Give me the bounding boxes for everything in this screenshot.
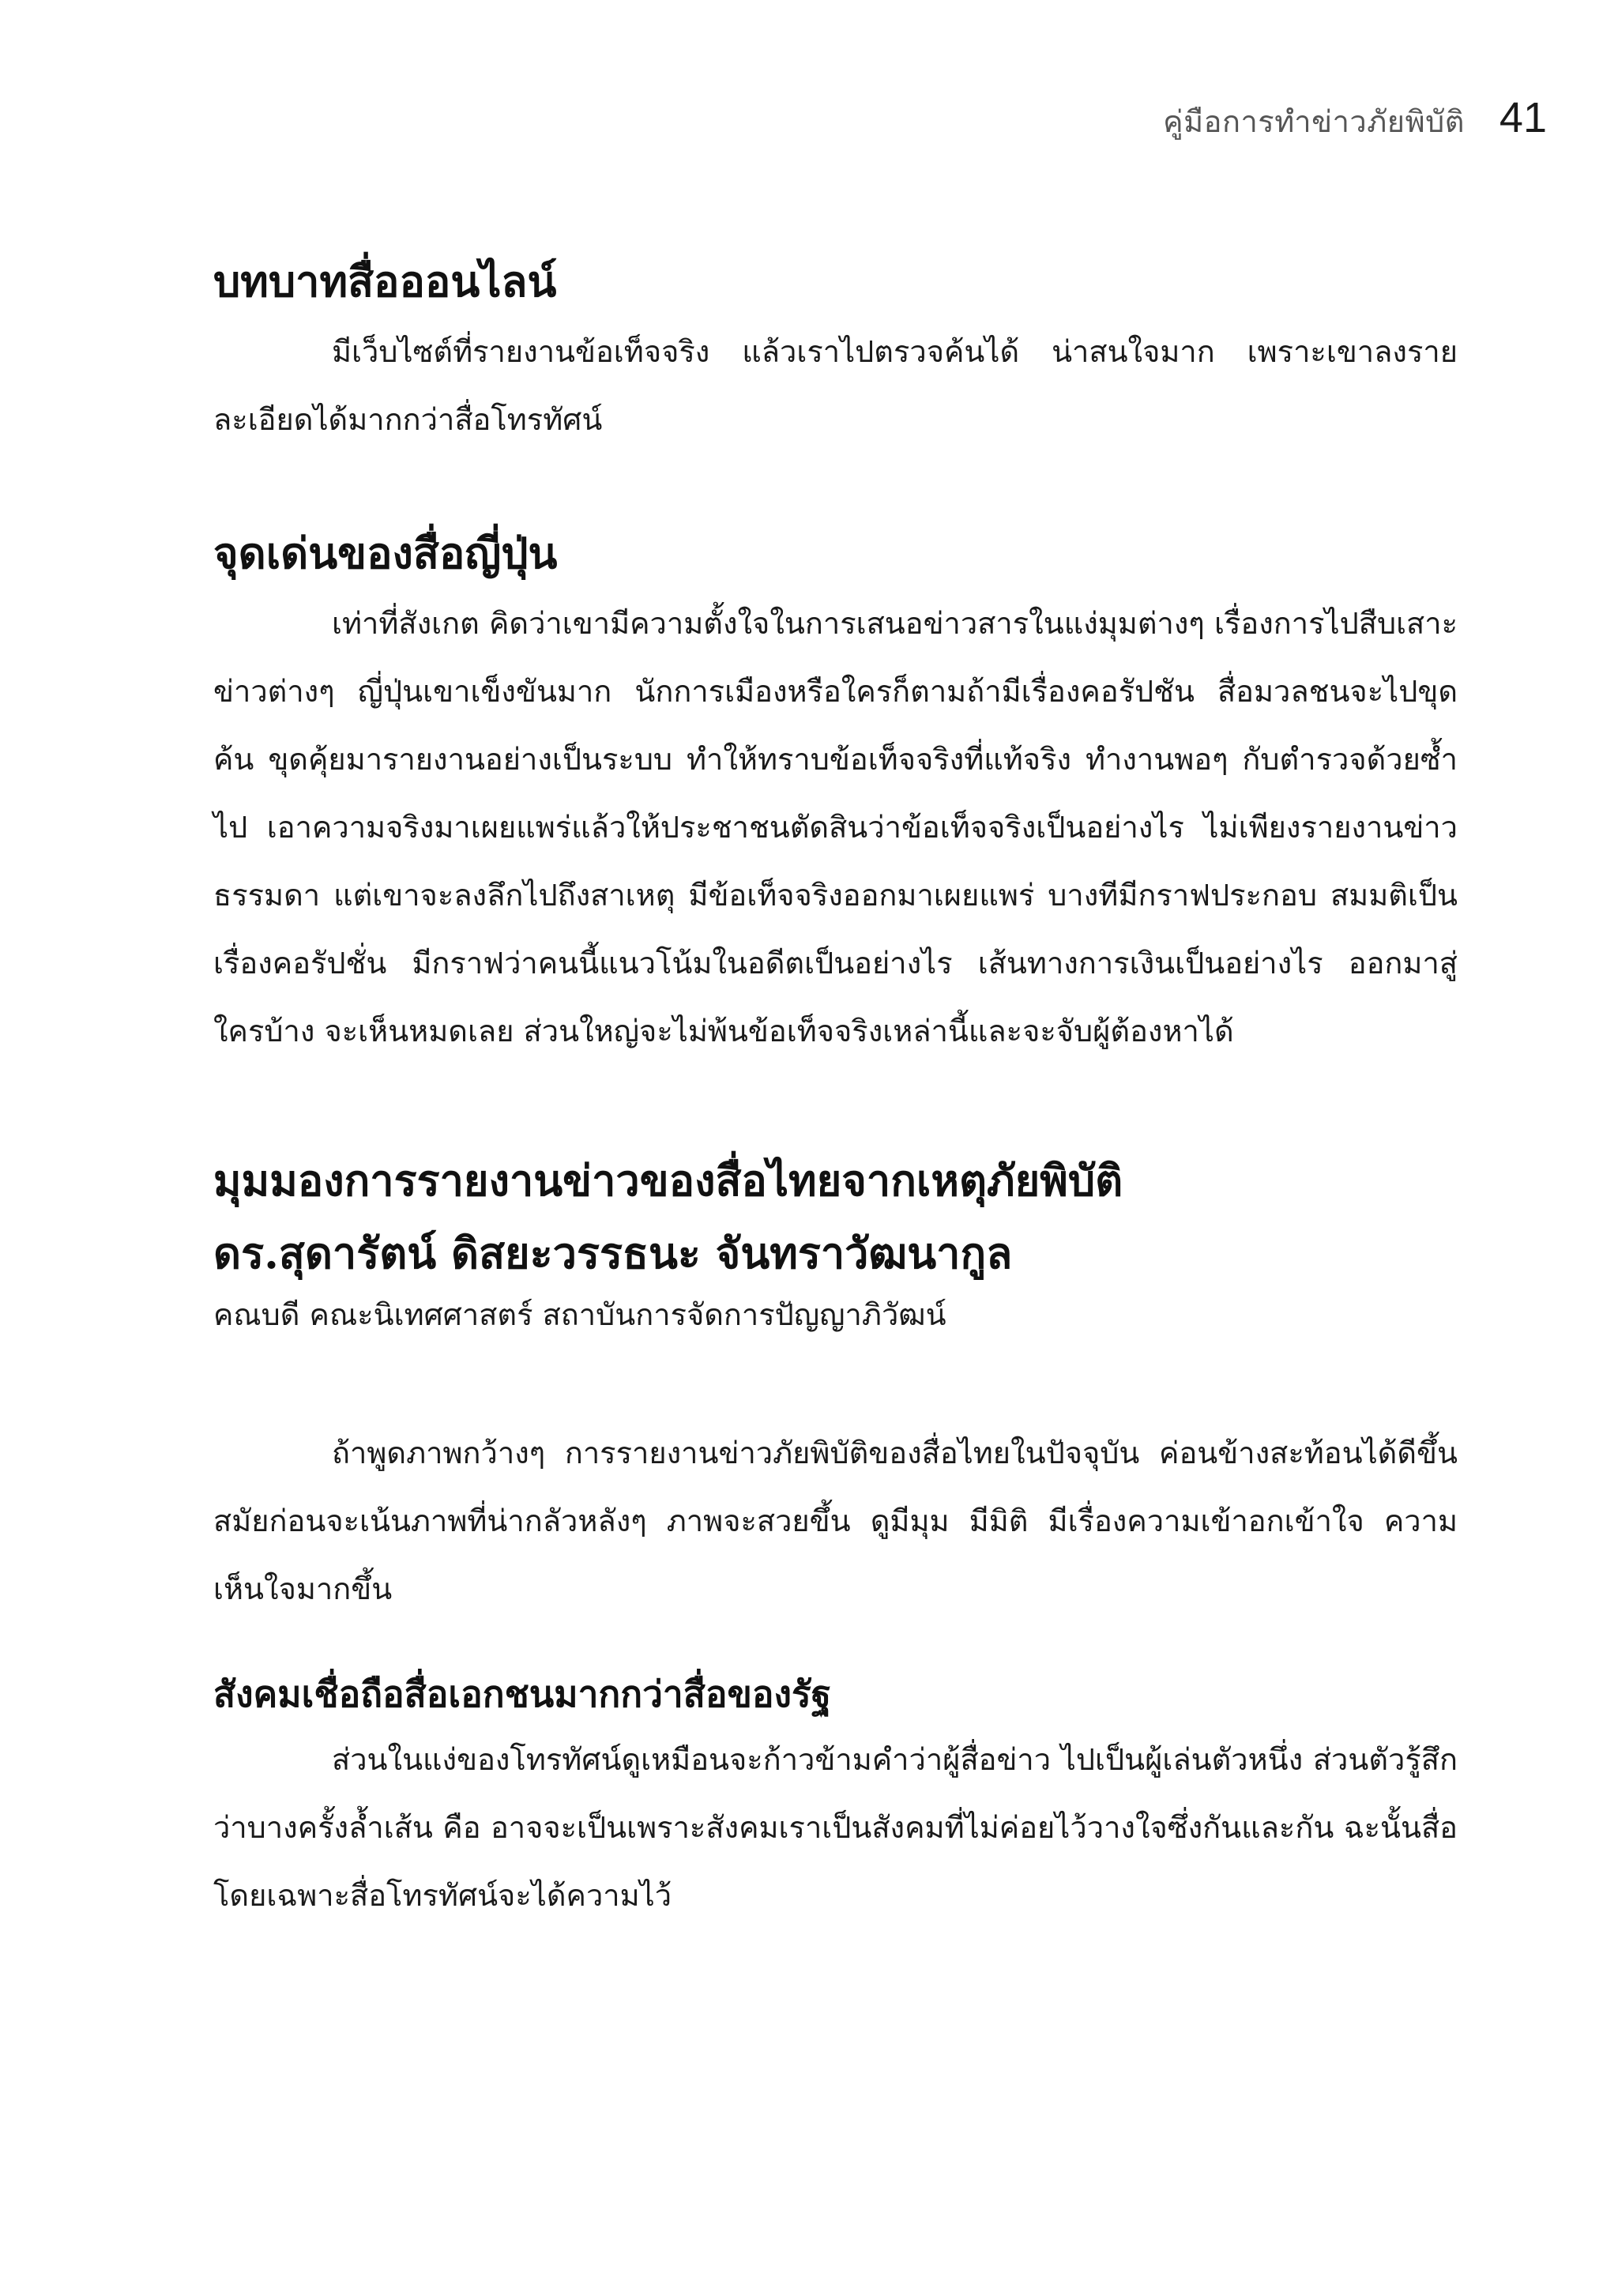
section-heading: บทบาทสื่อออนไลน์ <box>213 256 557 307</box>
running-header-title: คู่มือการทำข่าวภัยพิบัติ <box>1163 104 1465 139</box>
page-number: 41 <box>1499 94 1547 141</box>
article-title: มุมมองการรายงานข่าวของสื่อไทยจากเหตุภัยพิบัติ <box>213 1155 1123 1206</box>
section-japanese-media <box>213 517 1458 1065</box>
subsection-paragraph: ส่วนในแง่ของโทรทัศน์ดูเหมือนจะก้าวข้ามคำว่าผู้สื่อข่าว ไปเป็นผู้เล่นตัวหนึ่ง ส่วนตัวรู้สึกว่าบางครั้งล้ำเส้น คือ อาจจะเป็นเพราะสังคมเราเป็นสังคมที่ไม่ค่อยไว้วางใจซึ่งกันและกัน ฉะนั้นสื่อ โดยเฉพาะสื่อโทรทัศน์จะได้ความไว้ <box>213 1742 1458 1913</box>
article-thai-media-view <box>213 1144 1458 1929</box>
section-paragraph: มีเว็บไซต์ที่รายงานข้อเท็จจริง แล้วเราไปตรวจค้นได้ น่าสนใจมาก เพราะเขาลงรายละเอียดได้มากกว่าสื่อโทรทัศน์ <box>213 334 1458 437</box>
section-heading: จุดเด่นของสื่อญี่ปุ่น <box>213 528 558 578</box>
article-intro-paragraph: ถ้าพูดภาพกว้างๆ การรายงานข่าวภัยพิบัติของสื่อไทยในปัจจุบัน ค่อนข้างสะท้อนได้ดีขึ้น สมัยก่อนจะเน้นภาพที่น่ากลัวหลังๆ ภาพจะสวยขึ้น ดูมีมุม มีมิติ มีเรื่องความเข้าอกเข้าใจ ความเห็นใจมากขึ้น <box>213 1436 1458 1606</box>
running-header <box>1163 93 1547 145</box>
page-content <box>213 245 1458 1929</box>
article-author: ดร.สุดารัตน์ ดิสยะวรรธนะ จันทราวัฒนากูล <box>213 1228 1013 1278</box>
section-paragraph: เท่าที่สังเกต คิดว่าเขามีความตั้งใจในการเสนอข่าวสารในแง่มุมต่างๆ เรื่องการไปสืบเสาะข่าวต่างๆ ญี่ปุ่นเขาเข็งขันมาก นักการเมืองหรือใครก็ตามถ้ามีเรื่องคอรัปชัน สื่อมวลชนจะไปขุดค้น ขุดคุ้ยมารายงานอย่างเป็นระบบ ทำให้ทราบข้อเท็จจริงที่แท้จริง ทำงานพอๆ กับตำรวจด้วยซ้ำไป เอาความจริงมาเผยแพร่แล้วให้ประชาชนตัดสินว่าข้อเท็จจริงเป็นอย่างไร ไม่เพียงรายงานข่าวธรรมดา แต่เขาจะลงลึกไปถึงสาเหตุ มีข้อเท็จจริงออกมาเผยแพร่ บางทีมีกราฟประกอบ สมมติเป็นเรื่องคอรัปชั่น มีกราฟว่าคนนี้แนวโน้มในอดีตเป็นอย่างไร เส้นทางการเงินเป็นอย่างไร ออกมาสู่ใครบ้าง จะเห็นหมดเลย ส่วนใหญ่จะไม่พ้นข้อเท็จจริงเหล่านี้และจะจับผู้ต้องหาได้ <box>213 606 1458 1048</box>
article-affiliation: คณบดี คณะนิเทศศาสตร์ สถาบันการจัดการปัญญาภิวัฒน์ <box>213 1297 946 1332</box>
section-online-media <box>213 245 1458 454</box>
subsection-heading: สังคมเชื่อถือสื่อเอกชนมากกว่าสื่อของรัฐ <box>213 1673 832 1715</box>
